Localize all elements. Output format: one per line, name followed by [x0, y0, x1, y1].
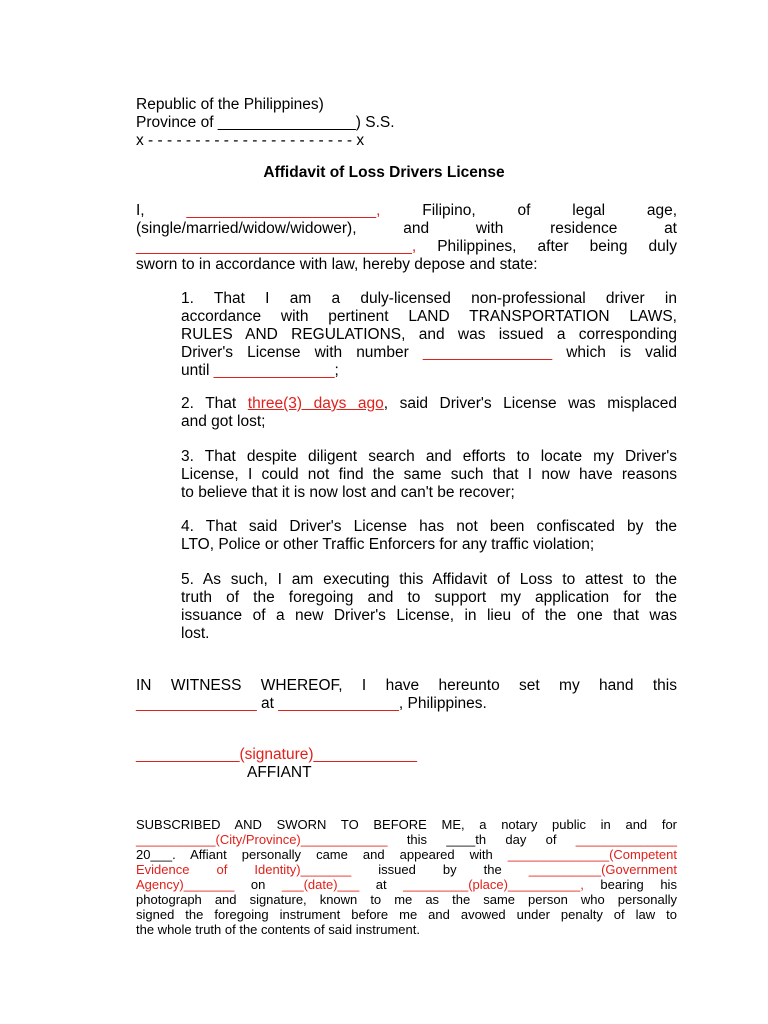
- jurat-line-3: [136, 847, 677, 862]
- paragraph-3: [181, 448, 677, 502]
- text-fragment: at: [375, 877, 387, 892]
- place-blank: _________(place)__________,: [403, 877, 584, 892]
- header-republic: Republic of the Philippines): [136, 96, 324, 113]
- witness-line-1: IN WITNESS WHEREOF, I have hereunto set my hand this: [136, 677, 677, 694]
- text-fragment: which is valid: [566, 344, 677, 361]
- text-fragment: the: [483, 862, 502, 877]
- text-fragment: age,: [646, 202, 678, 219]
- p1-line-3: RULES AND REGULATIONS, and was issued a corresponding: [181, 326, 677, 343]
- text-fragment: with: [475, 220, 504, 237]
- affiant-label: AFFIANT: [247, 764, 312, 781]
- text-fragment: , Philippines.: [398, 695, 487, 712]
- name-blank: ______________________,: [186, 202, 381, 219]
- jurat-line-1: SUBSCRIBED AND SWORN TO BEFORE ME, a notary public in and for: [136, 817, 677, 832]
- time-lost-highlight: three(3) days ago: [247, 395, 384, 412]
- text-fragment: Agency)_______: [136, 877, 235, 892]
- text-fragment: of: [216, 862, 228, 877]
- header-separator: x - - - - - - - - - - - - - - - - - - - - - - x: [136, 132, 365, 149]
- date-blank: ______________: [136, 695, 257, 712]
- text-fragment: I,: [136, 202, 145, 219]
- p1-line-5: [181, 362, 677, 380]
- text-fragment: until: [181, 362, 210, 379]
- p1-line-4: [181, 344, 677, 362]
- text-fragment: ____th day of: [446, 832, 557, 847]
- p2-line-1: [181, 395, 677, 413]
- month-blank: ______________: [575, 832, 677, 847]
- text-fragment: Evidence: [136, 862, 190, 877]
- text-fragment: 2. That: [181, 395, 237, 412]
- p5-line-3: issuance of a new Driver's License, in lieu of the one that was: [181, 607, 677, 624]
- p4-line-1: 4. That said Driver's License has not been confiscated by the: [181, 518, 677, 535]
- text-fragment: at: [256, 695, 279, 712]
- intro-paragraph: [136, 202, 677, 274]
- header-province: Province of ________________) S.S.: [136, 114, 395, 131]
- signature-line: ____________(signature)____________: [136, 746, 417, 763]
- jurat-line-7: signed the foregoing instrument before me and avowed under penalty of law to: [136, 907, 677, 922]
- valid-until-blank: ______________: [213, 362, 335, 379]
- jurat-line-5: [136, 877, 677, 892]
- text-fragment: Philippines, after being duly: [437, 238, 677, 255]
- p5-line-4: lost.: [181, 625, 210, 642]
- text-fragment: bearing his: [600, 877, 677, 892]
- residence-blank: ________________________________,: [136, 238, 417, 255]
- intro-line-3: [136, 238, 677, 256]
- text-fragment: 20___. Affiant personally came and appeared with: [136, 847, 493, 862]
- place-blank: ______________: [278, 695, 399, 712]
- text-fragment: , said Driver's License was misplaced: [383, 395, 677, 412]
- text-fragment: of: [517, 202, 531, 219]
- text-fragment: by: [442, 862, 457, 877]
- paragraph-1: [181, 290, 677, 380]
- jurat-paragraph: [136, 817, 677, 937]
- p3-line-1: 3. That despite diligent search and efforts to locate my Driver's: [181, 448, 677, 465]
- p3-line-2: License, I could not find the same such that I now have reasons: [181, 466, 677, 483]
- p1-line-2: accordance with pertinent LAND TRANSPORTATION LAWS,: [181, 308, 677, 325]
- text-fragment: on: [250, 877, 266, 892]
- competent-evidence-blank: ______________(Competent: [507, 847, 677, 862]
- text-fragment: Filipino,: [422, 202, 476, 219]
- intro-line-2: [136, 220, 677, 238]
- witness-paragraph: [136, 677, 677, 713]
- government-agency-blank: __________(Government: [528, 862, 677, 877]
- text-fragment: at: [664, 220, 677, 237]
- intro-line-1: [136, 202, 677, 220]
- text-fragment: (single/married/widow/widower),: [136, 220, 357, 237]
- text-fragment: Driver's License with number: [181, 344, 409, 361]
- paragraph-5: [181, 571, 677, 643]
- p3-line-3: to believe that it is now lost and can't be recover;: [181, 484, 515, 501]
- p5-line-2: truth of the foregoing and to support my application for the: [181, 589, 677, 606]
- paragraph-4: [181, 518, 677, 554]
- text-fragment: residence: [550, 220, 618, 237]
- p1-line-1: 1. That I am a duly-licensed non-professional driver in: [181, 290, 677, 307]
- jurat-line-6: photograph and signature, known to me as the same person who personally: [136, 892, 677, 907]
- p5-line-1: 5. As such, I am executing this Affidavit of Loss to attest to the: [181, 571, 677, 588]
- paragraph-2: [181, 395, 677, 431]
- text-fragment: this: [406, 832, 428, 847]
- jurat-line-8: the whole truth of the contents of said instrument.: [136, 922, 420, 937]
- city-province-blank: ___________(City/Province)____________: [136, 832, 388, 847]
- text-fragment: legal: [572, 202, 606, 219]
- text-fragment: ;: [334, 362, 339, 379]
- jurat-line-2: [136, 832, 677, 847]
- jurat-line-4: [136, 862, 677, 877]
- text-fragment: issued: [378, 862, 416, 877]
- text-fragment: Identity)_______: [254, 862, 352, 877]
- intro-line-4: sworn to in accordance with law, hereby depose and state:: [136, 256, 538, 273]
- document-title: Affidavit of Loss Drivers License: [263, 164, 505, 181]
- witness-line-2: [136, 695, 677, 713]
- license-number-blank: _______________: [422, 344, 553, 361]
- p4-line-2: LTO, Police or other Traffic Enforcers for any traffic violation;: [181, 536, 595, 553]
- p2-line-2: and got lost;: [181, 413, 266, 430]
- text-fragment: and: [403, 220, 430, 237]
- date-blank: ___(date)___: [281, 877, 360, 892]
